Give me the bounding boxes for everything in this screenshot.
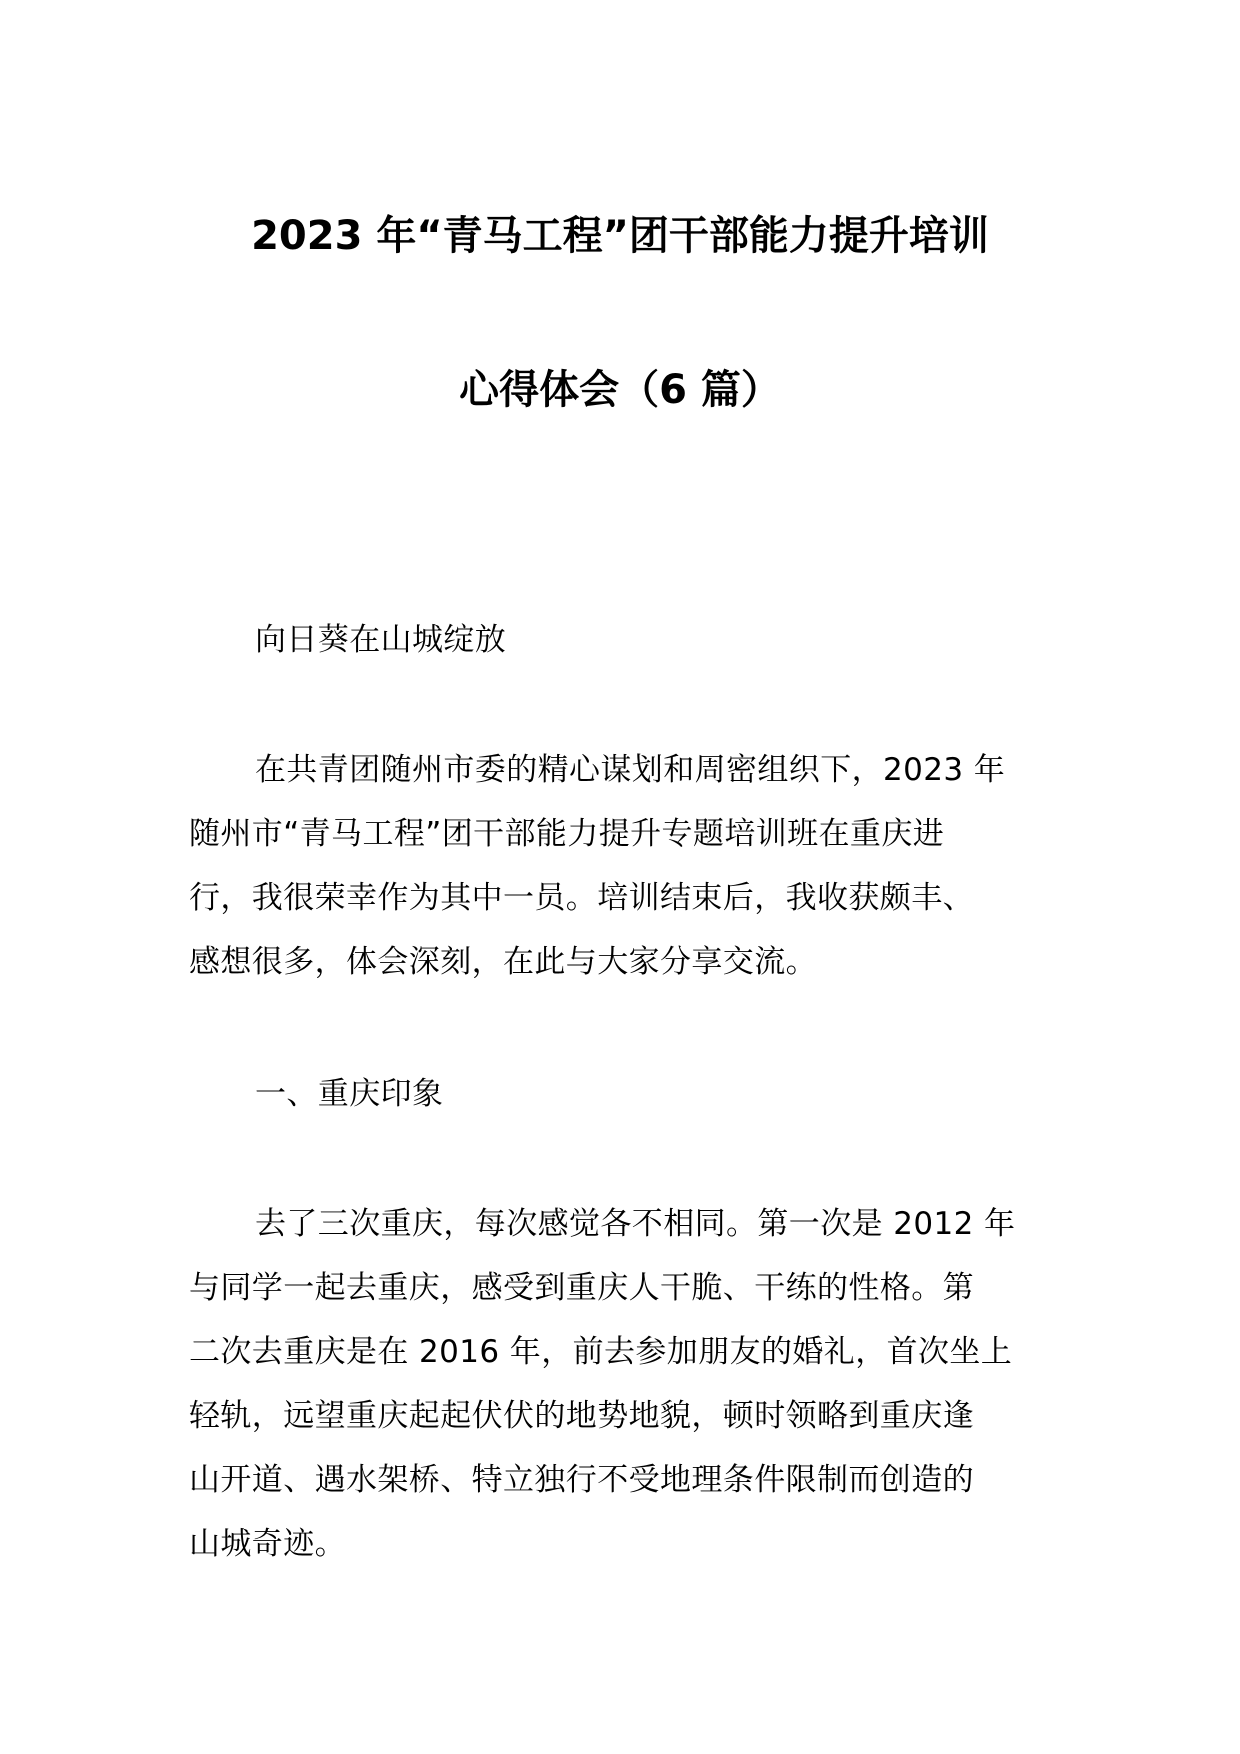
paragraph-line: 行，我很荣幸作为其中一员。培训结束后，我收获颇丰、	[189, 880, 974, 916]
document-title-line-1: 2023 年“青马工程”团干部能力提升培训	[251, 213, 989, 259]
paragraph-chongqing-impression	[189, 1192, 1059, 1576]
document-title-line-2: 心得体会（6 篇）	[459, 367, 781, 413]
article-subtitle-text: 向日葵在山城绽放	[255, 622, 507, 658]
article-subtitle	[189, 608, 1059, 672]
paragraph-line: 山开道、遇水架桥、特立独行不受地理条件限制而创造的	[189, 1462, 974, 1498]
paragraph-intro	[189, 738, 1059, 994]
paragraph-line: 在共青团随州市委的精心谋划和周密组织下，2023 年	[255, 752, 1006, 788]
paragraph-line: 轻轨，远望重庆起起伏伏的地势地貌，顿时领略到重庆逢	[189, 1398, 974, 1434]
paragraph-line: 感想很多，体会深刻，在此与大家分享交流。	[189, 944, 817, 980]
paragraph-line: 随州市“青马工程”团干部能力提升专题培训班在重庆进	[189, 816, 945, 852]
paragraph-line: 去了三次重庆，每次感觉各不相同。第一次是 2012 年	[255, 1206, 1016, 1242]
paragraph-line: 二次去重庆是在 2016 年，前去参加朋友的婚礼，首次坐上	[189, 1334, 1013, 1370]
section-heading	[189, 1062, 1059, 1126]
section-heading-text: 一、重庆印象	[255, 1076, 444, 1112]
paragraph-line: 山城奇迹。	[189, 1526, 346, 1562]
paragraph-line: 与同学一起去重庆，感受到重庆人干脆、干练的性格。第	[189, 1270, 974, 1306]
